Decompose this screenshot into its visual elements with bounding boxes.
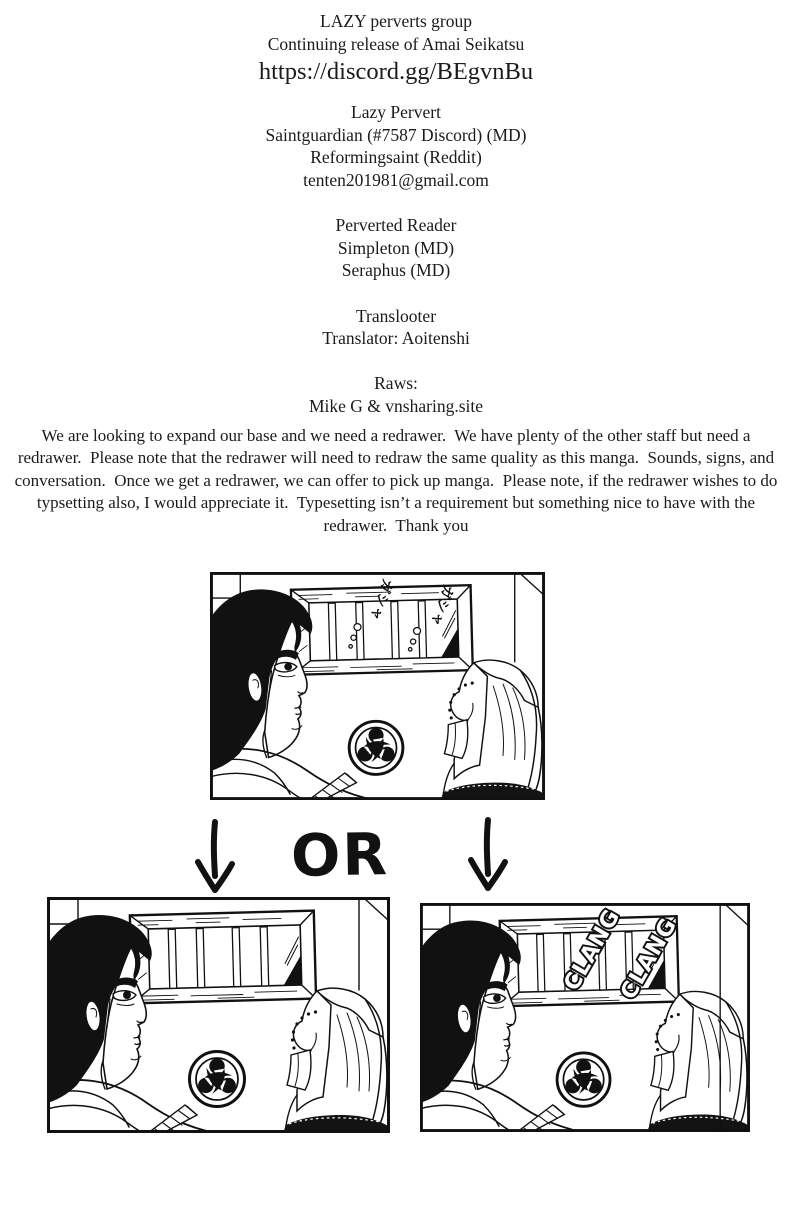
down-arrow-icon xyxy=(192,816,238,896)
role-title-perverted-reader: Perverted Reader xyxy=(335,215,457,236)
credits-text-block xyxy=(0,10,792,537)
member-raws-sources: Mike G & vnsharing.site xyxy=(308,395,483,416)
manga-panel-typeset-art xyxy=(420,903,750,1132)
member-aoitenshi: Translator: Aoitenshi xyxy=(322,328,470,349)
or-label: OR xyxy=(290,820,390,890)
member-simpleton: Simpleton (MD) xyxy=(337,237,455,258)
japanese-sfx-text: ガシャ xyxy=(427,582,457,629)
manga-panel-clean-art xyxy=(47,897,390,1133)
manga-panel-original-art xyxy=(210,572,545,800)
down-arrow-icon xyxy=(463,814,513,894)
member-reformingsaint: Reformingsaint (Reddit) xyxy=(310,147,482,168)
manga-panel-clean-redraw xyxy=(47,897,390,1133)
group-name: LAZY perverts group xyxy=(320,11,472,31)
member-saintguardian: Saintguardian (#7587 Discord) (MD) xyxy=(265,124,527,145)
japanese-sfx-text: ガシャ xyxy=(366,576,397,623)
member-email: tenten201981@gmail.com xyxy=(303,169,489,190)
spacer xyxy=(0,282,792,305)
manga-panel-typeset xyxy=(420,903,750,1132)
recruitment-notice: We are looking to expand our base and we need a redrawer. We have plenty of the other staff but need a redrawer. Please note that the redrawer will need to redraw the same quality as this manga. Sounds, signs, and conversation. Once we get a redrawer, we can offer to pick up manga. Please note, if the redrawer wishes to do typsetting also, I would appreciate it. Typesetting isn’t a requirement but something nice to have with the redrawer. Thank you xyxy=(14,425,782,535)
spacer xyxy=(0,350,792,373)
english-sfx-text: CLANG xyxy=(615,913,683,1005)
spacer xyxy=(0,192,792,215)
discord-url: https://discord.gg/BEgvnBu xyxy=(258,58,534,86)
role-title-raws: Raws: xyxy=(374,373,418,394)
role-title-translooter: Translooter xyxy=(355,305,437,326)
manga-panel-original xyxy=(210,572,545,800)
english-sfx-text: CLANG xyxy=(558,904,626,996)
role-title-lazy-pervert: Lazy Pervert xyxy=(351,102,441,123)
member-seraphus: Seraphus (MD) xyxy=(341,260,451,281)
release-subtitle: Continuing release of Amai Seikatsu xyxy=(267,33,525,54)
